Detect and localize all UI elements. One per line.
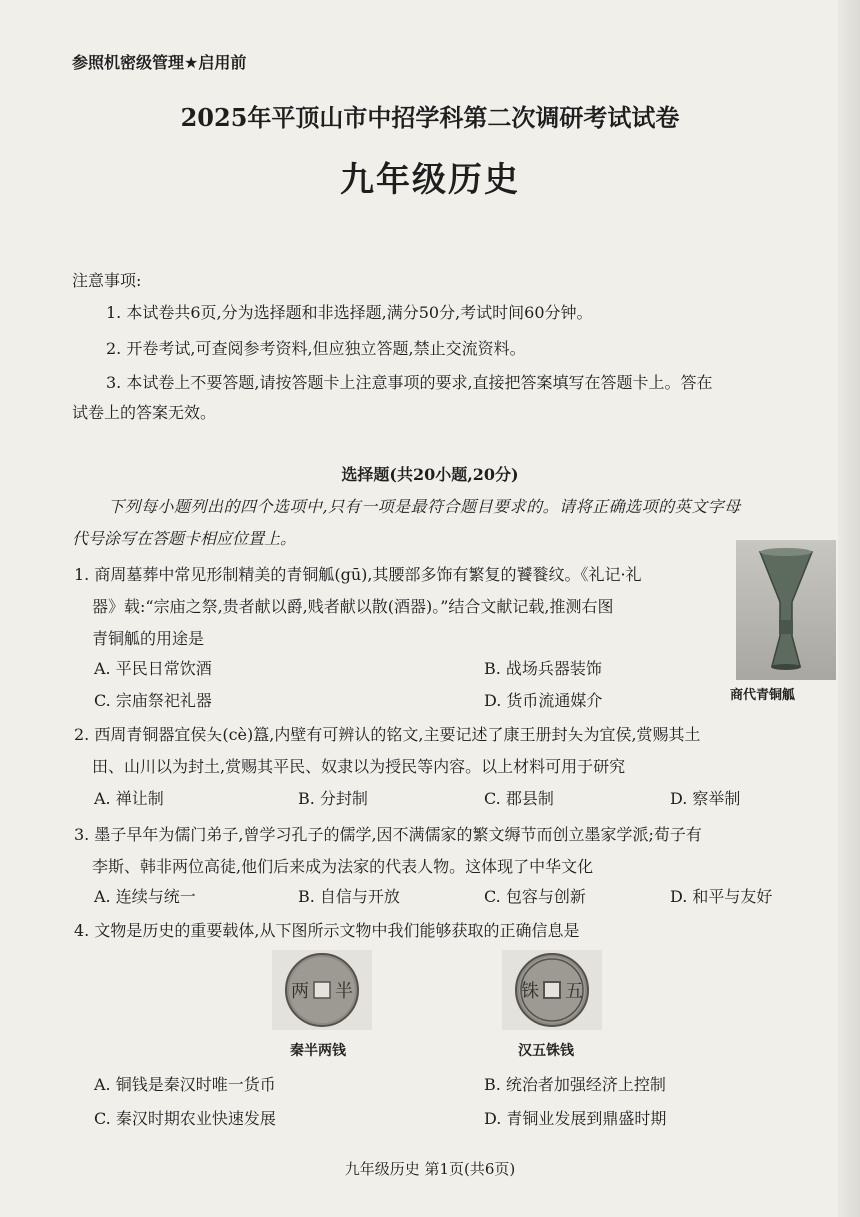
section-instruction-cont: 代号涂写在答题卡相应位置上。 <box>72 529 297 548</box>
q1-option-a: A. 平民日常饮酒 <box>94 659 212 678</box>
bronze-gu-caption: 商代青铜觚 <box>730 688 796 703</box>
q2-option-b: B. 分封制 <box>298 789 368 808</box>
q1-option-d: D. 货币流通媒介 <box>484 691 603 710</box>
han-coin-caption: 汉五铢钱 <box>518 1043 574 1059</box>
q3-line-1: 3. 墨子早年为儒门弟子,曾学习孔子的儒学,因不满儒家的繁文缛节而创立墨家学派;荀子有 <box>74 825 702 844</box>
section-heading: 选择题(共20小题,20分) <box>341 465 519 484</box>
han-wuzhu-coin <box>502 950 602 1030</box>
q1-line-3: 青铜觚的用途是 <box>92 629 205 648</box>
q4-option-d: D. 青铜业发展到鼎盛时期 <box>484 1109 667 1128</box>
note-item-2: 2. 开卷考试,可查阅参考资料,但应独立答题,禁止交流资料。 <box>106 339 526 358</box>
coin-1-glyph-right: 半 <box>335 981 353 1002</box>
q3-option-a: A. 连续与统一 <box>94 887 196 906</box>
q4-option-a: A. 铜钱是秦汉时唯一货币 <box>94 1075 276 1094</box>
coin-2-glyph-right: 五 <box>565 981 583 1002</box>
q2-option-c: C. 郡县制 <box>484 789 554 808</box>
q3-option-d: D. 和平与友好 <box>670 887 773 906</box>
q4-option-b: B. 统治者加强经济上控制 <box>484 1075 666 1094</box>
q2-option-d: D. 察举制 <box>670 789 741 808</box>
q1-option-b: B. 战场兵器装饰 <box>484 659 602 678</box>
note-item-1: 1. 本试卷共6页,分为选择题和非选择题,满分50分,考试时间60分钟。 <box>106 303 593 322</box>
coin-2-glyph-left: 铢 <box>521 981 539 1002</box>
confidential-label: 参照机密级管理★启用前 <box>72 53 247 72</box>
exam-title: 2025年平顶山市中招学科第二次调研考试试卷 <box>180 103 680 132</box>
notes-heading: 注意事项: <box>72 271 142 290</box>
q1-line-2: 器》载:“宗庙之祭,贵者献以爵,贱者献以散(酒器)。”结合文献记载,推测右图 <box>92 597 614 616</box>
coin-1-glyph-left: 两 <box>291 981 309 1002</box>
bronze-gu-illustration <box>736 540 836 680</box>
q4-line-1: 4. 文物是历史的重要载体,从下图所示文物中我们能够获取的正确信息是 <box>74 921 580 940</box>
q2-line-1: 2. 西周青铜器宜侯夨(cè)簋,内壁有可辨认的铭文,主要记述了康王册封夨为宜侯,赏赐其土 <box>74 725 701 744</box>
note-item-3: 3. 本试卷上不要答题,请按答题卡上注意事项的要求,直接把答案填写在答题卡上。答在 <box>106 373 713 392</box>
q4-option-c: C. 秦汉时期农业快速发展 <box>94 1109 276 1128</box>
qin-coin-caption: 秦半两钱 <box>290 1043 346 1059</box>
subject-title: 九年级历史 <box>340 160 520 200</box>
q3-line-2: 李斯、韩非两位高徒,他们后来成为法家的代表人物。这体现了中华文化 <box>92 857 594 876</box>
q3-option-b: B. 自信与开放 <box>298 887 400 906</box>
q2-line-2: 田、山川以为封土,赏赐其平民、奴隶以为授民等内容。以上材料可用于研究 <box>92 757 626 776</box>
coin-illustration-2 <box>502 950 602 1030</box>
coin-illustration-1 <box>272 950 372 1030</box>
q1-line-1: 1. 商周墓葬中常见形制精美的青铜觚(gū),其腰部多饰有繁复的饕餮纹。《礼记·礼 <box>74 565 642 584</box>
q2-option-a: A. 禅让制 <box>94 789 164 808</box>
qin-banliang-coin <box>272 950 372 1030</box>
page-footer: 九年级历史 第1页(共6页) <box>344 1160 516 1178</box>
q3-option-c: C. 包容与创新 <box>484 887 586 906</box>
note-item-3-cont: 试卷上的答案无效。 <box>72 403 217 422</box>
bronze-gu-photo <box>736 540 836 680</box>
section-instruction: 下列每小题列出的四个选项中,只有一项是最符合题目要求的。请将正确选项的英文字母 <box>108 497 741 516</box>
q1-option-c: C. 宗庙祭祀礼器 <box>94 691 212 710</box>
